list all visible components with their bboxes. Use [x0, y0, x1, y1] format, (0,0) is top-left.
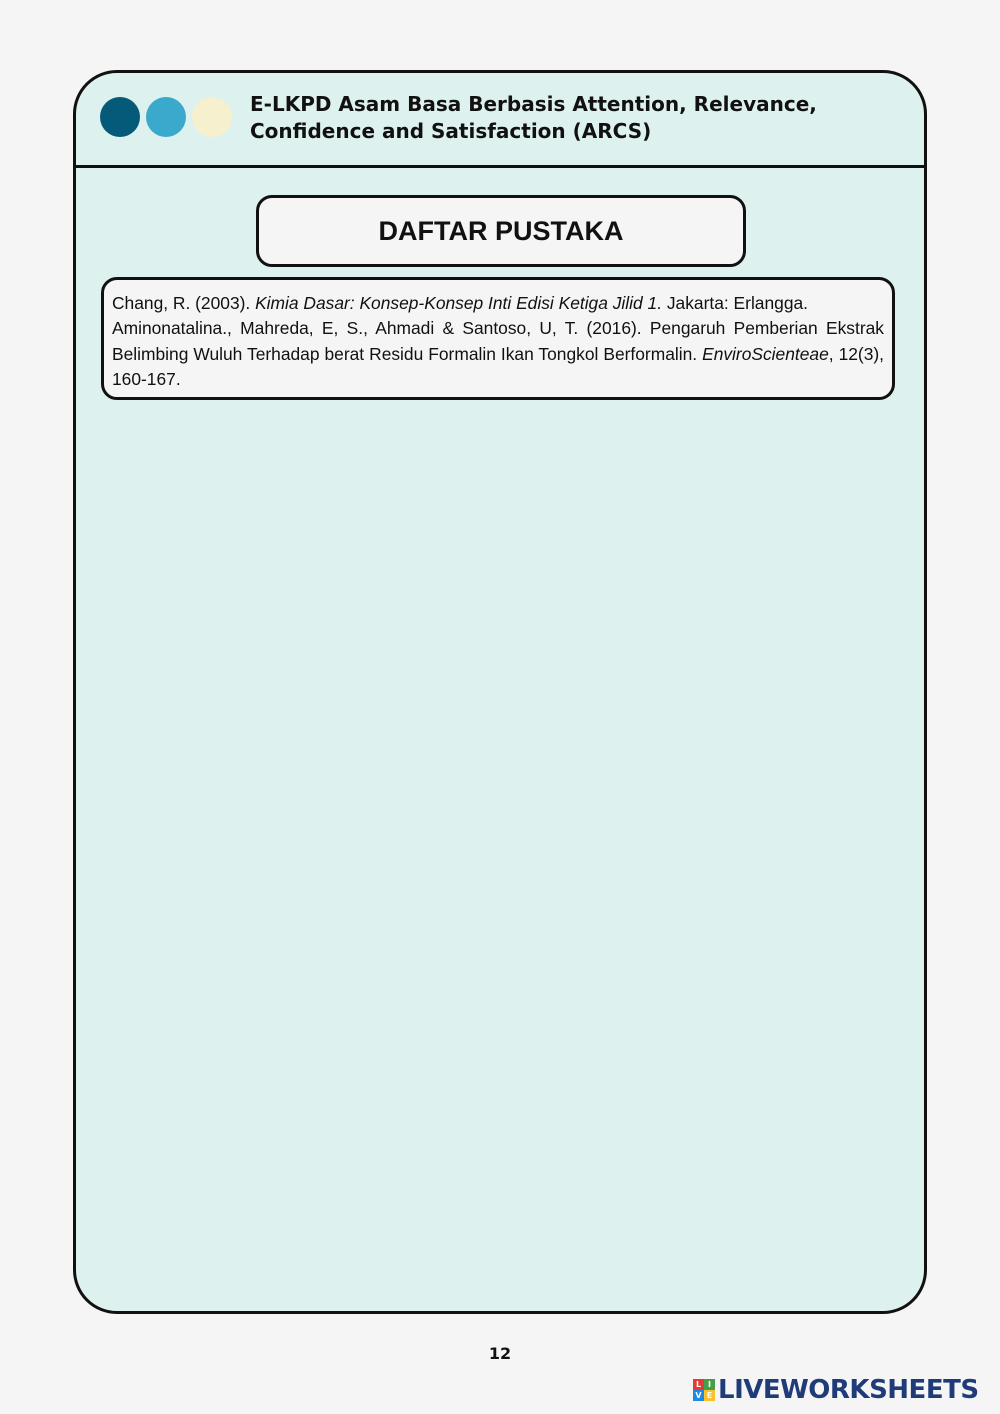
reference-text: Chang, R. (2003). — [112, 293, 256, 313]
page-frame — [73, 70, 927, 1314]
reference-text: Jakarta: Erlangga. — [662, 293, 809, 313]
section-heading-box — [256, 195, 746, 267]
liveworksheets-logo[interactable] — [693, 1373, 979, 1407]
dark-blue-dot-icon — [100, 97, 140, 137]
header-bar — [76, 73, 924, 168]
reference-text: Aminonatalina., Mahreda, E, S., Ahmadi & Santoso, U, T. (2016). Pengaruh Pemberian Ekstrak Belimbing Wuluh Terhadap berat Residu Formalin Ikan Tongkol Berformalin. — [112, 318, 884, 364]
page-number: 12 — [488, 1344, 512, 1363]
document-title-line-1: E-LKPD Asam Basa Berbasis Attention, Relevance, — [250, 92, 817, 116]
liveworksheets-brand-text: LIVEWORKSHEETS — [718, 1375, 979, 1405]
liveworksheets-logo-icon: L I V E — [693, 1379, 715, 1401]
document-title-line-2: Confidence and Satisfaction (ARCS) — [250, 119, 652, 143]
reference-item — [112, 316, 884, 392]
cream-dot-icon — [192, 97, 232, 137]
section-heading: DAFTAR PUSTAKA — [378, 215, 624, 246]
reference-text: , 12(3), 160-167. — [112, 343, 884, 389]
reference-journal: EnviroScienteae — [702, 343, 829, 364]
references-box — [101, 277, 895, 400]
reference-item — [112, 291, 884, 316]
reference-title: Kimia Dasar: Konsep-Konsep Inti Edisi Ketiga Jilid 1. — [255, 293, 663, 313]
document-title — [250, 91, 870, 145]
light-blue-dot-icon — [146, 97, 186, 137]
